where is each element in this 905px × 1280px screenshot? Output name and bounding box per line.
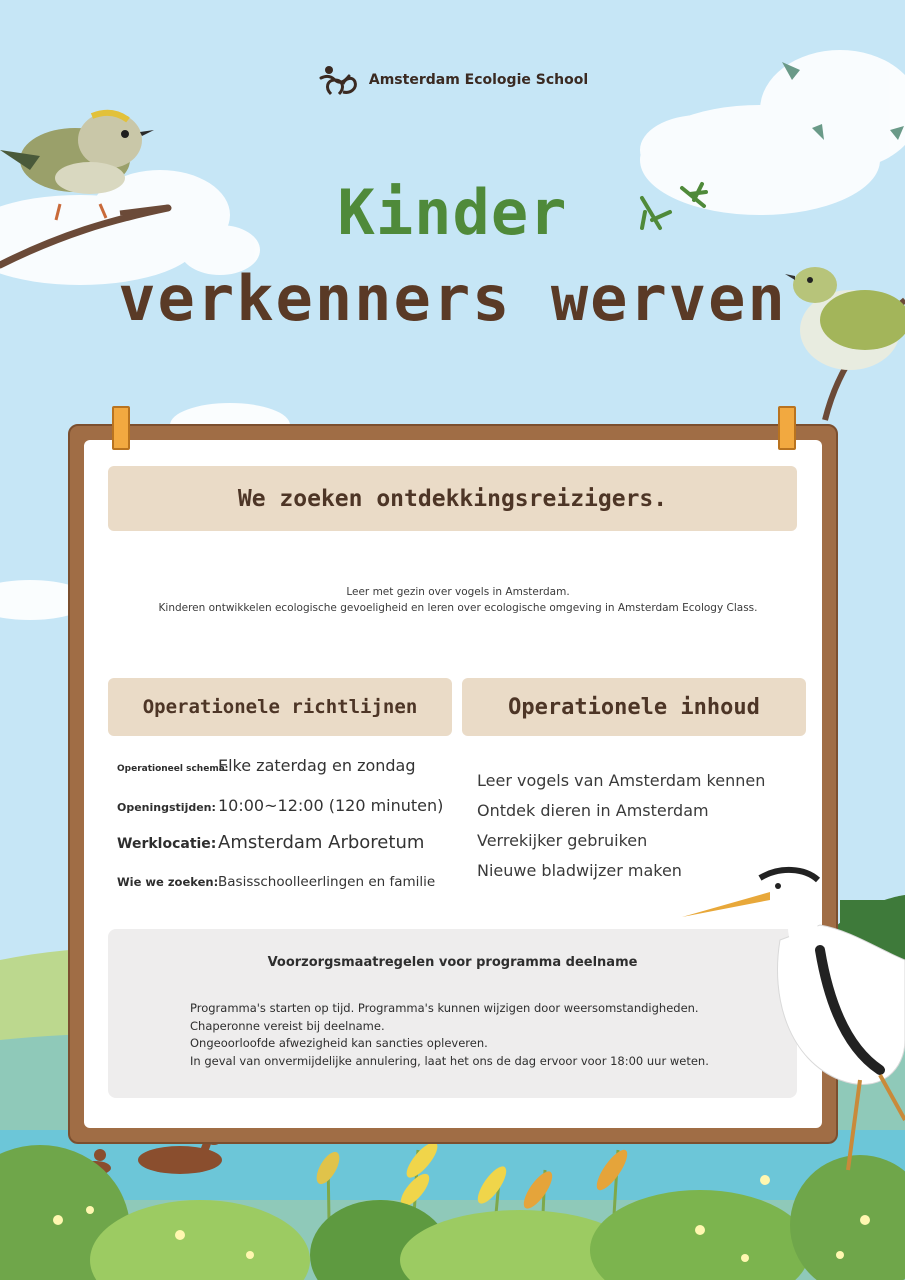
- precautions-title: Voorzorgsmaatregelen voor programma deelname: [267, 955, 638, 970]
- row-label: Openingstijden:: [117, 801, 216, 814]
- precaution-line: In geval van onvermijdelijke annulering, laat het ons de dag ervoor voor 18:00 uur weten.: [190, 1053, 709, 1068]
- list-item: Ontdek dieren in Amsterdam: [477, 801, 709, 820]
- title-line-1: Kinder: [337, 176, 568, 249]
- row-value: Amsterdam Arboretum: [218, 832, 425, 853]
- list-item: Verrekijker gebruiken: [477, 831, 648, 850]
- row-label: Operationeel schema:: [117, 764, 229, 774]
- title-line-2: verkenners werven: [118, 262, 787, 335]
- guidelines-heading: Operationele richtlijnen: [108, 678, 452, 736]
- list-item: Nieuwe bladwijzer maken: [477, 861, 682, 880]
- content-heading: Operationele inhoud: [462, 678, 806, 736]
- precaution-line: Chaperonne vereist bij deelname.: [190, 1018, 385, 1033]
- row-label: Wie we zoeken:: [117, 875, 219, 889]
- intro-line: Leer met gezin over vogels in Amsterdam.: [346, 586, 570, 598]
- logo-text: Amsterdam Ecologie School: [368, 72, 589, 88]
- list-item: Leer vogels van Amsterdam kennen: [477, 771, 766, 790]
- row-label: Werklocatie:: [117, 836, 217, 852]
- intro-line: Kinderen ontwikkelen ecologische gevoeligheid en leren over ecologische omgeving in Amsterdam Ecology Class.: [158, 602, 758, 614]
- precaution-line: Programma's starten op tijd. Programma's kunnen wijzigen door weersomstandigheden.: [190, 1001, 699, 1015]
- headline-banner: We zoeken ontdekkingsreizigers.: [108, 466, 797, 531]
- row-value: 10:00~12:00 (120 minuten): [218, 796, 444, 815]
- precaution-line: Ongeoorloofde afwezigheid kan sancties opleveren.: [190, 1036, 488, 1050]
- row-value: Elke zaterdag en zondag: [218, 756, 416, 775]
- heron-bird-icon: [682, 870, 905, 1170]
- row-value: Basisschoolleerlingen en familie: [218, 874, 436, 890]
